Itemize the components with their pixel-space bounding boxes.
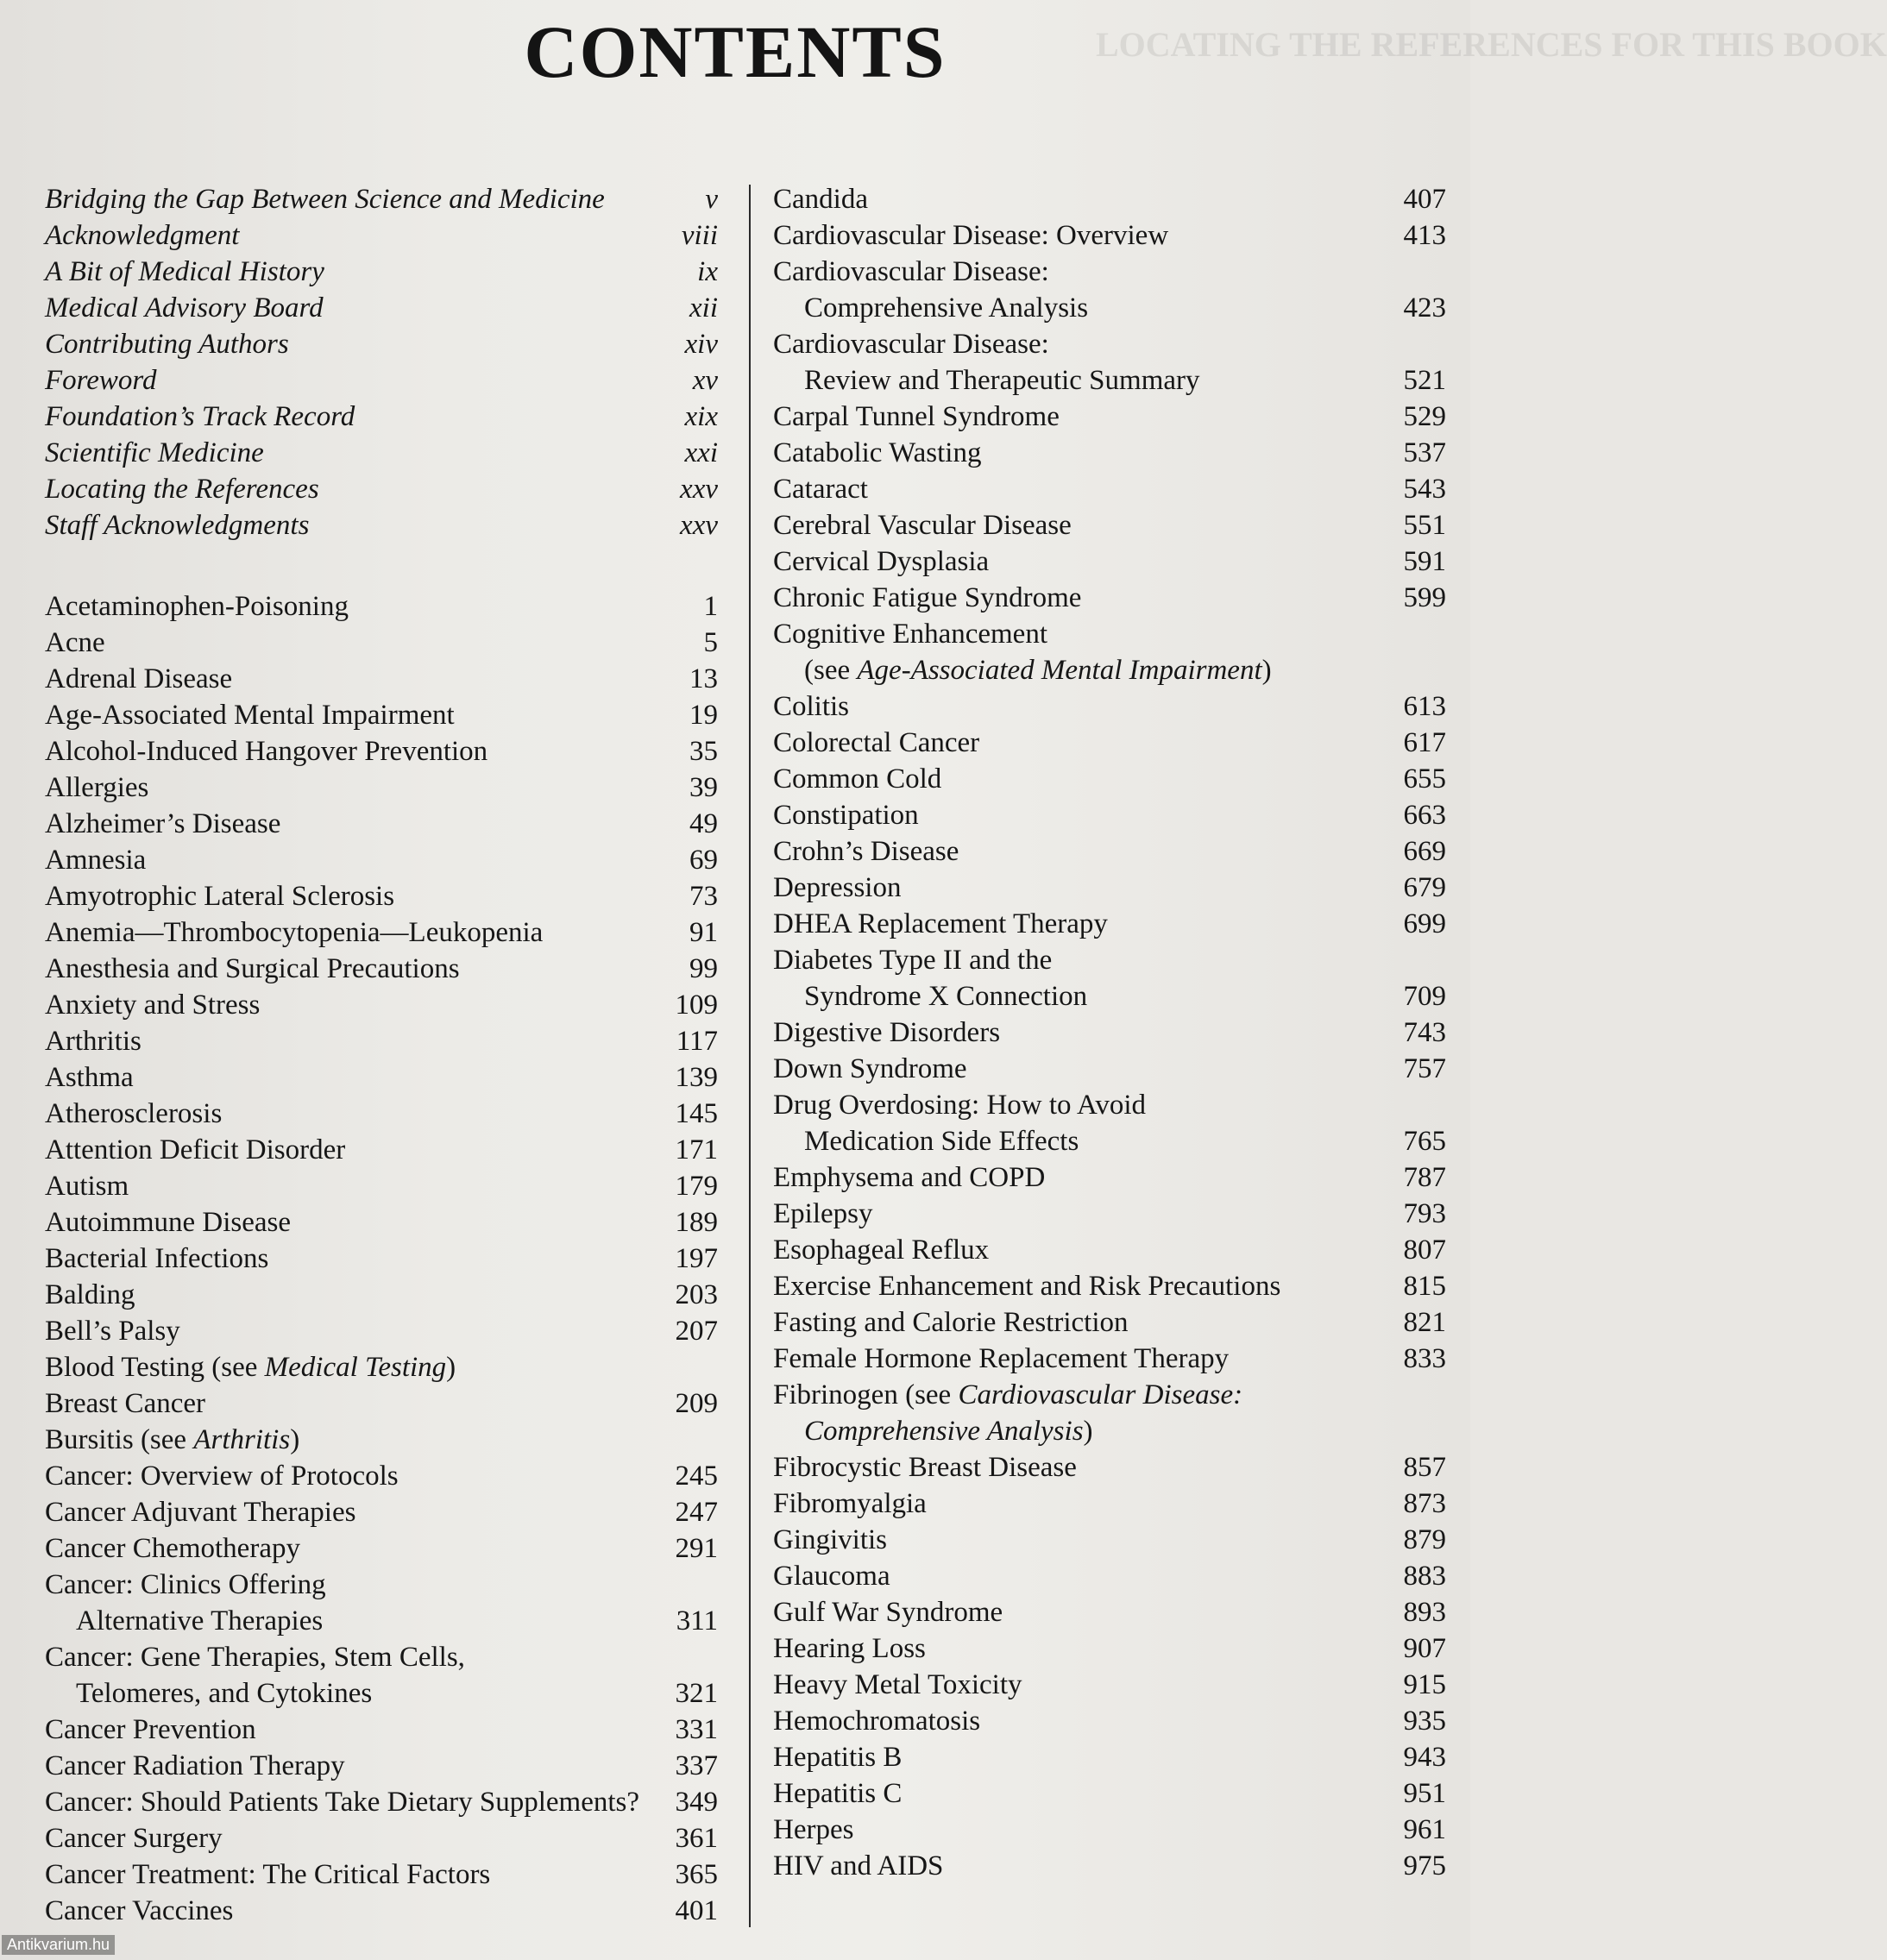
toc-entry-page: 613 bbox=[1403, 691, 1446, 722]
toc-entry-label: Atherosclerosis bbox=[45, 1098, 223, 1129]
toc-entry bbox=[45, 661, 718, 697]
toc-entry-label: Acne bbox=[45, 627, 105, 658]
toc-entry bbox=[773, 1848, 1446, 1884]
toc-entry-page: 291 bbox=[675, 1533, 718, 1564]
toc-entry bbox=[773, 1775, 1446, 1812]
toc-entry-page: 207 bbox=[675, 1316, 718, 1347]
toc-entry-page: 873 bbox=[1403, 1488, 1446, 1519]
toc-entry-page: 73 bbox=[689, 881, 718, 912]
toc-entry-label: Medication Side Effects bbox=[804, 1126, 1079, 1157]
toc-entry bbox=[773, 217, 1446, 254]
toc-entry bbox=[773, 1667, 1446, 1703]
toc-entry-page: 915 bbox=[1403, 1669, 1446, 1700]
toc-entry bbox=[45, 1204, 718, 1241]
toc-entry-label: Alzheimer’s Disease bbox=[45, 808, 281, 839]
toc-entry bbox=[45, 399, 718, 435]
toc-entry bbox=[45, 1349, 718, 1385]
toc-entry bbox=[773, 616, 1446, 652]
toc-entry-page: 35 bbox=[689, 736, 718, 767]
toc-entry-page: 139 bbox=[675, 1062, 718, 1093]
toc-entry bbox=[45, 471, 718, 507]
toc-entry bbox=[773, 1486, 1446, 1522]
toc-entry bbox=[45, 1784, 718, 1820]
toc-entry-label: Gulf War Syndrome bbox=[773, 1597, 1003, 1628]
toc-entry-page: 807 bbox=[1403, 1234, 1446, 1266]
toc-entry-page: 743 bbox=[1403, 1017, 1446, 1048]
toc-entry-label: Bacterial Infections bbox=[45, 1243, 269, 1274]
toc-entry bbox=[773, 652, 1446, 688]
toc-entry bbox=[773, 1812, 1446, 1848]
toc-entry bbox=[773, 1232, 1446, 1268]
toc-entry bbox=[45, 806, 718, 842]
toc-entry-page: 617 bbox=[1403, 727, 1446, 758]
toc-entry bbox=[773, 507, 1446, 543]
toc-entry-label: Alcohol-Induced Hangover Prevention bbox=[45, 736, 488, 767]
toc-entry bbox=[45, 1023, 718, 1059]
toc-entry-page: 39 bbox=[689, 772, 718, 803]
toc-entry-label: Bell’s Palsy bbox=[45, 1316, 180, 1347]
toc-entry bbox=[45, 217, 718, 254]
page-title: CONTENTS bbox=[524, 10, 947, 93]
toc-entry-page: 401 bbox=[675, 1895, 718, 1926]
toc-entry-label: Cancer: Gene Therapies, Stem Cells, bbox=[45, 1642, 465, 1673]
toc-entry bbox=[773, 1630, 1446, 1667]
toc-entry bbox=[773, 688, 1446, 725]
toc-entry-label: Common Cold bbox=[773, 763, 942, 795]
toc-entry-page: 599 bbox=[1403, 582, 1446, 613]
toc-entry-page: 529 bbox=[1403, 401, 1446, 432]
toc-entry-page: xxv bbox=[680, 510, 718, 541]
toc-entry-label: Comprehensive Analysis) bbox=[804, 1416, 1093, 1447]
toc-entry-page: 117 bbox=[676, 1026, 718, 1057]
toc-entry-page: xiv bbox=[684, 329, 718, 360]
toc-entry-page: 109 bbox=[675, 989, 718, 1021]
section-gap bbox=[45, 543, 718, 588]
toc-entry-label: Cancer Chemotherapy bbox=[45, 1533, 300, 1564]
toc-entry-page: xxi bbox=[684, 437, 718, 468]
toc-entry bbox=[773, 1703, 1446, 1739]
toc-entry bbox=[773, 942, 1446, 978]
toc-entry bbox=[773, 1196, 1446, 1232]
toc-entry-label: Drug Overdosing: How to Avoid bbox=[773, 1090, 1147, 1121]
toc-entry-label: Fibrinogen (see Cardiovascular Disease: bbox=[773, 1379, 1243, 1410]
toc-entry-label: Bridging the Gap Between Science and Medicine bbox=[45, 184, 605, 215]
toc-entry-label: Adrenal Disease bbox=[45, 663, 233, 694]
toc-entry bbox=[773, 1413, 1446, 1449]
toc-entry-label: Allergies bbox=[45, 772, 149, 803]
toc-entry-label: Anxiety and Stress bbox=[45, 989, 261, 1021]
toc-entry bbox=[45, 697, 718, 733]
toc-entry bbox=[773, 833, 1446, 870]
toc-entry bbox=[45, 254, 718, 290]
toc-entry-label: Diabetes Type II and the bbox=[773, 945, 1053, 976]
toc-entry-page: 19 bbox=[689, 700, 718, 731]
toc-entry-page: 245 bbox=[675, 1461, 718, 1492]
toc-entry-label: Cancer: Should Patients Take Dietary Supplements? bbox=[45, 1787, 640, 1818]
toc-entry-label: Telomeres, and Cytokines bbox=[76, 1678, 373, 1709]
toc-entry bbox=[773, 1015, 1446, 1051]
toc-entry-page: 69 bbox=[689, 845, 718, 876]
toc-entry-label: Alternative Therapies bbox=[76, 1605, 324, 1636]
toc-entry bbox=[45, 914, 718, 951]
toc-entry-label: Cardiovascular Disease: bbox=[773, 329, 1049, 360]
toc-entry bbox=[773, 906, 1446, 942]
toc-entry-page: 537 bbox=[1403, 437, 1446, 468]
toc-entry-label: Medical Advisory Board bbox=[45, 292, 324, 324]
toc-entry-page: 209 bbox=[675, 1388, 718, 1419]
toc-entry-page: 551 bbox=[1403, 510, 1446, 541]
toc-entry-label: Cancer: Clinics Offering bbox=[45, 1569, 326, 1600]
toc-entry bbox=[45, 1603, 718, 1639]
toc-entry bbox=[45, 362, 718, 399]
toc-entry bbox=[773, 797, 1446, 833]
toc-entry-page: 171 bbox=[675, 1134, 718, 1165]
toc-entry-label: Amyotrophic Lateral Sclerosis bbox=[45, 881, 395, 912]
toc-entry-label: Autism bbox=[45, 1171, 129, 1202]
toc-entry-page: 99 bbox=[689, 953, 718, 984]
toc-entry-label: Esophageal Reflux bbox=[773, 1234, 990, 1266]
toc-entry-label: Hemochromatosis bbox=[773, 1706, 981, 1737]
toc-entry-label: Colorectal Cancer bbox=[773, 727, 980, 758]
toc-entry-label: Balding bbox=[45, 1279, 135, 1310]
toc-entry bbox=[773, 1087, 1446, 1123]
toc-entry bbox=[773, 471, 1446, 507]
toc-entry bbox=[45, 1096, 718, 1132]
toc-right-column bbox=[773, 181, 1446, 1884]
toc-entry-label: Syndrome X Connection bbox=[804, 981, 1088, 1012]
toc-entry-label: Asthma bbox=[45, 1062, 134, 1093]
toc-entry-label: Blood Testing (see Medical Testing) bbox=[45, 1352, 456, 1383]
toc-entry bbox=[773, 761, 1446, 797]
toc-entry bbox=[45, 1132, 718, 1168]
toc-entry-page: 821 bbox=[1403, 1307, 1446, 1338]
toc-entry-label: Review and Therapeutic Summary bbox=[804, 365, 1200, 396]
toc-entry-label: Fibromyalgia bbox=[773, 1488, 927, 1519]
toc-entry-page: 413 bbox=[1403, 220, 1446, 251]
toc-entry-label: Cardiovascular Disease: Overview bbox=[773, 220, 1169, 251]
toc-entry bbox=[773, 1377, 1446, 1413]
toc-entry bbox=[773, 435, 1446, 471]
toc-left-column bbox=[45, 181, 718, 1929]
toc-entry-label: Fibrocystic Breast Disease bbox=[773, 1452, 1077, 1483]
toc-entry-label: Arthritis bbox=[45, 1026, 142, 1057]
toc-entry-page: 793 bbox=[1403, 1198, 1446, 1229]
toc-entry-page: xii bbox=[689, 292, 718, 324]
toc-entry-label: A Bit of Medical History bbox=[45, 256, 324, 287]
toc-entry bbox=[45, 181, 718, 217]
toc-entry bbox=[773, 399, 1446, 435]
toc-entry bbox=[45, 1530, 718, 1567]
toc-entry bbox=[45, 1748, 718, 1784]
toc-entry bbox=[45, 290, 718, 326]
toc-entry-label: Herpes bbox=[773, 1814, 854, 1845]
toc-entry bbox=[45, 1639, 718, 1675]
toc-entry-label: (see Age-Associated Mental Impairment) bbox=[804, 655, 1272, 686]
toc-entry bbox=[45, 770, 718, 806]
column-divider bbox=[749, 185, 751, 1927]
toc-entry-page: 543 bbox=[1403, 474, 1446, 505]
toc-entry-label: Age-Associated Mental Impairment bbox=[45, 700, 455, 731]
toc-entry-label: Comprehensive Analysis bbox=[804, 292, 1089, 324]
toc-entry bbox=[45, 588, 718, 625]
toc-entry-page: 331 bbox=[675, 1714, 718, 1745]
toc-entry-page: 833 bbox=[1403, 1343, 1446, 1374]
toc-entry bbox=[45, 625, 718, 661]
toc-entry bbox=[773, 1739, 1446, 1775]
toc-entry-label: Cancer Vaccines bbox=[45, 1895, 234, 1926]
toc-entry-page: 961 bbox=[1403, 1814, 1446, 1845]
toc-entry-page: 879 bbox=[1403, 1524, 1446, 1555]
toc-entry bbox=[773, 543, 1446, 580]
toc-entry-page: 203 bbox=[675, 1279, 718, 1310]
toc-entry bbox=[773, 1159, 1446, 1196]
toc-entry-page: 669 bbox=[1403, 836, 1446, 867]
bleed-through-heading: LOCATING THE REFERENCES FOR THIS BOOK bbox=[1096, 25, 1887, 64]
toc-entry-label: Contributing Authors bbox=[45, 329, 289, 360]
toc-entry-label: Exercise Enhancement and Risk Precautions bbox=[773, 1271, 1281, 1302]
toc-entry-label: Candida bbox=[773, 184, 868, 215]
toc-entry-page: 655 bbox=[1403, 763, 1446, 795]
toc-entry-label: Bursitis (see Arthritis) bbox=[45, 1424, 300, 1455]
toc-entry-page: 699 bbox=[1403, 908, 1446, 939]
toc-entry-label: Crohn’s Disease bbox=[773, 836, 959, 867]
toc-entry-label: Cancer Surgery bbox=[45, 1823, 223, 1854]
toc-entry-label: Autoimmune Disease bbox=[45, 1207, 292, 1238]
toc-entry-page: 13 bbox=[689, 663, 718, 694]
toc-entry-label: Cataract bbox=[773, 474, 868, 505]
toc-entry-page: 365 bbox=[675, 1859, 718, 1890]
toc-entry bbox=[45, 842, 718, 878]
toc-entry-page: 49 bbox=[689, 808, 718, 839]
toc-entry-page: 883 bbox=[1403, 1561, 1446, 1592]
toc-entry bbox=[773, 1449, 1446, 1486]
toc-entry-page: 679 bbox=[1403, 872, 1446, 903]
toc-entry-label: Female Hormone Replacement Therapy bbox=[773, 1343, 1230, 1374]
toc-entry bbox=[45, 1820, 718, 1856]
toc-entry-label: Depression bbox=[773, 872, 902, 903]
toc-entry-label: Colitis bbox=[773, 691, 850, 722]
toc-entry-page: 521 bbox=[1403, 365, 1446, 396]
toc-entry-label: Cancer Radiation Therapy bbox=[45, 1750, 345, 1781]
toc-entry bbox=[773, 725, 1446, 761]
toc-entry-page: 1 bbox=[703, 591, 718, 622]
toc-entry bbox=[773, 1558, 1446, 1594]
toc-entry-page: v bbox=[705, 184, 718, 215]
toc-entry-label: Chronic Fatigue Syndrome bbox=[773, 582, 1082, 613]
toc-entry-label: Constipation bbox=[773, 800, 919, 831]
toc-entry bbox=[45, 1712, 718, 1748]
toc-entry-label: Anesthesia and Surgical Precautions bbox=[45, 953, 460, 984]
toc-entry-page: 591 bbox=[1403, 546, 1446, 577]
toc-entry bbox=[773, 1051, 1446, 1087]
toc-entry-label: Glaucoma bbox=[773, 1561, 890, 1592]
toc-entry-page: 423 bbox=[1403, 292, 1446, 324]
toc-entry-label: Foreword bbox=[45, 365, 157, 396]
toc-entry-page: 321 bbox=[675, 1678, 718, 1709]
toc-entry-page: 407 bbox=[1403, 184, 1446, 215]
toc-entry bbox=[45, 1241, 718, 1277]
toc-entry bbox=[45, 1168, 718, 1204]
toc-entry bbox=[45, 326, 718, 362]
toc-entry bbox=[45, 1675, 718, 1712]
toc-entry-page: xxv bbox=[680, 474, 718, 505]
toc-entry-label: Cancer Adjuvant Therapies bbox=[45, 1497, 356, 1528]
toc-entry-label: Hepatitis B bbox=[773, 1742, 903, 1773]
toc-entry-page: 951 bbox=[1403, 1778, 1446, 1809]
toc-entry-page: xix bbox=[684, 401, 718, 432]
toc-entry-label: Foundation’s Track Record bbox=[45, 401, 355, 432]
toc-entry-label: Emphysema and COPD bbox=[773, 1162, 1046, 1193]
toc-entry-label: Cervical Dysplasia bbox=[773, 546, 990, 577]
toc-entry-page: 943 bbox=[1403, 1742, 1446, 1773]
toc-entry bbox=[773, 1341, 1446, 1377]
toc-entry bbox=[773, 1268, 1446, 1304]
toc-entry-page: 311 bbox=[676, 1605, 718, 1636]
toc-entry-page: 765 bbox=[1403, 1126, 1446, 1157]
toc-entry-label: DHEA Replacement Therapy bbox=[773, 908, 1108, 939]
toc-entry-label: Acknowledgment bbox=[45, 220, 240, 251]
toc-entry-page: 197 bbox=[675, 1243, 718, 1274]
toc-entry bbox=[45, 1422, 718, 1458]
toc-entry-label: Catabolic Wasting bbox=[773, 437, 982, 468]
watermark-credit: Antikvarium.hu bbox=[2, 1935, 115, 1955]
toc-entry-page: 975 bbox=[1403, 1850, 1446, 1881]
toc-entry-page: 5 bbox=[703, 627, 718, 658]
toc-entry-page: 893 bbox=[1403, 1597, 1446, 1628]
toc-entry-page: 361 bbox=[675, 1823, 718, 1854]
toc-entry bbox=[773, 1123, 1446, 1159]
toc-entry-page: 179 bbox=[675, 1171, 718, 1202]
toc-entry-label: Cancer Treatment: The Critical Factors bbox=[45, 1859, 491, 1890]
toc-entry-label: Epilepsy bbox=[773, 1198, 873, 1229]
toc-entry-label: Heavy Metal Toxicity bbox=[773, 1669, 1022, 1700]
toc-entry-label: Hearing Loss bbox=[773, 1633, 926, 1664]
toc-entry bbox=[773, 978, 1446, 1015]
toc-entry-page: 815 bbox=[1403, 1271, 1446, 1302]
toc-entry-label: Cardiovascular Disease: bbox=[773, 256, 1049, 287]
toc-entry-page: 247 bbox=[675, 1497, 718, 1528]
toc-entry-page: xv bbox=[692, 365, 718, 396]
toc-entry-label: Cerebral Vascular Disease bbox=[773, 510, 1072, 541]
toc-entry-page: 189 bbox=[675, 1207, 718, 1238]
toc-entry-label: Breast Cancer bbox=[45, 1388, 205, 1419]
toc-entry-label: Down Syndrome bbox=[773, 1053, 967, 1084]
toc-entry-page: 935 bbox=[1403, 1706, 1446, 1737]
toc-entry-label: Attention Deficit Disorder bbox=[45, 1134, 346, 1165]
toc-entry-page: 145 bbox=[675, 1098, 718, 1129]
toc-entry-label: Fasting and Calorie Restriction bbox=[773, 1307, 1129, 1338]
toc-entry bbox=[45, 733, 718, 770]
toc-entry-page: 663 bbox=[1403, 800, 1446, 831]
toc-entry-label: Scientific Medicine bbox=[45, 437, 264, 468]
toc-entry-page: 91 bbox=[689, 917, 718, 948]
toc-entry-label: Gingivitis bbox=[773, 1524, 888, 1555]
toc-entry bbox=[45, 1458, 718, 1494]
toc-entry-label: Cancer Prevention bbox=[45, 1714, 256, 1745]
toc-entry bbox=[773, 254, 1446, 290]
toc-entry bbox=[45, 1277, 718, 1313]
toc-entry-label: Staff Acknowledgments bbox=[45, 510, 310, 541]
toc-entry-page: 787 bbox=[1403, 1162, 1446, 1193]
toc-entry-label: Acetaminophen-Poisoning bbox=[45, 591, 349, 622]
toc-entry bbox=[773, 362, 1446, 399]
toc-entry-label: Locating the References bbox=[45, 474, 319, 505]
toc-entry-page: 857 bbox=[1403, 1452, 1446, 1483]
toc-entry-page: viii bbox=[681, 220, 718, 251]
toc-entry bbox=[773, 1304, 1446, 1341]
toc-entry-label: Amnesia bbox=[45, 845, 147, 876]
toc-entry-label: Hepatitis C bbox=[773, 1778, 903, 1809]
toc-entry-page: 337 bbox=[675, 1750, 718, 1781]
toc-entry-page: 709 bbox=[1403, 981, 1446, 1012]
toc-entry bbox=[45, 1893, 718, 1929]
toc-entry bbox=[45, 1059, 718, 1096]
toc-entry-page: 349 bbox=[675, 1787, 718, 1818]
toc-entry bbox=[773, 1522, 1446, 1558]
toc-entry bbox=[45, 1567, 718, 1603]
toc-entry bbox=[45, 1385, 718, 1422]
toc-entry bbox=[773, 870, 1446, 906]
toc-entry-label: Digestive Disorders bbox=[773, 1017, 1001, 1048]
toc-entry bbox=[773, 326, 1446, 362]
toc-entry-page: 907 bbox=[1403, 1633, 1446, 1664]
toc-entry bbox=[773, 181, 1446, 217]
toc-entry bbox=[773, 1594, 1446, 1630]
toc-entry bbox=[45, 435, 718, 471]
toc-entry-label: Carpal Tunnel Syndrome bbox=[773, 401, 1060, 432]
toc-entry-page: 757 bbox=[1403, 1053, 1446, 1084]
toc-entry-label: Anemia—Thrombocytopenia—Leukopenia bbox=[45, 917, 544, 948]
toc-entry-label: HIV and AIDS bbox=[773, 1850, 944, 1881]
toc-entry-page: ix bbox=[697, 256, 718, 287]
toc-entry bbox=[45, 951, 718, 987]
toc-entry bbox=[45, 1494, 718, 1530]
toc-entry bbox=[45, 878, 718, 914]
toc-entry-label: Cancer: Overview of Protocols bbox=[45, 1461, 399, 1492]
toc-entry bbox=[773, 580, 1446, 616]
toc-entry bbox=[45, 987, 718, 1023]
toc-entry bbox=[45, 507, 718, 543]
toc-entry bbox=[773, 290, 1446, 326]
toc-entry-label: Cognitive Enhancement bbox=[773, 619, 1047, 650]
toc-entry bbox=[45, 1856, 718, 1893]
toc-entry bbox=[45, 1313, 718, 1349]
